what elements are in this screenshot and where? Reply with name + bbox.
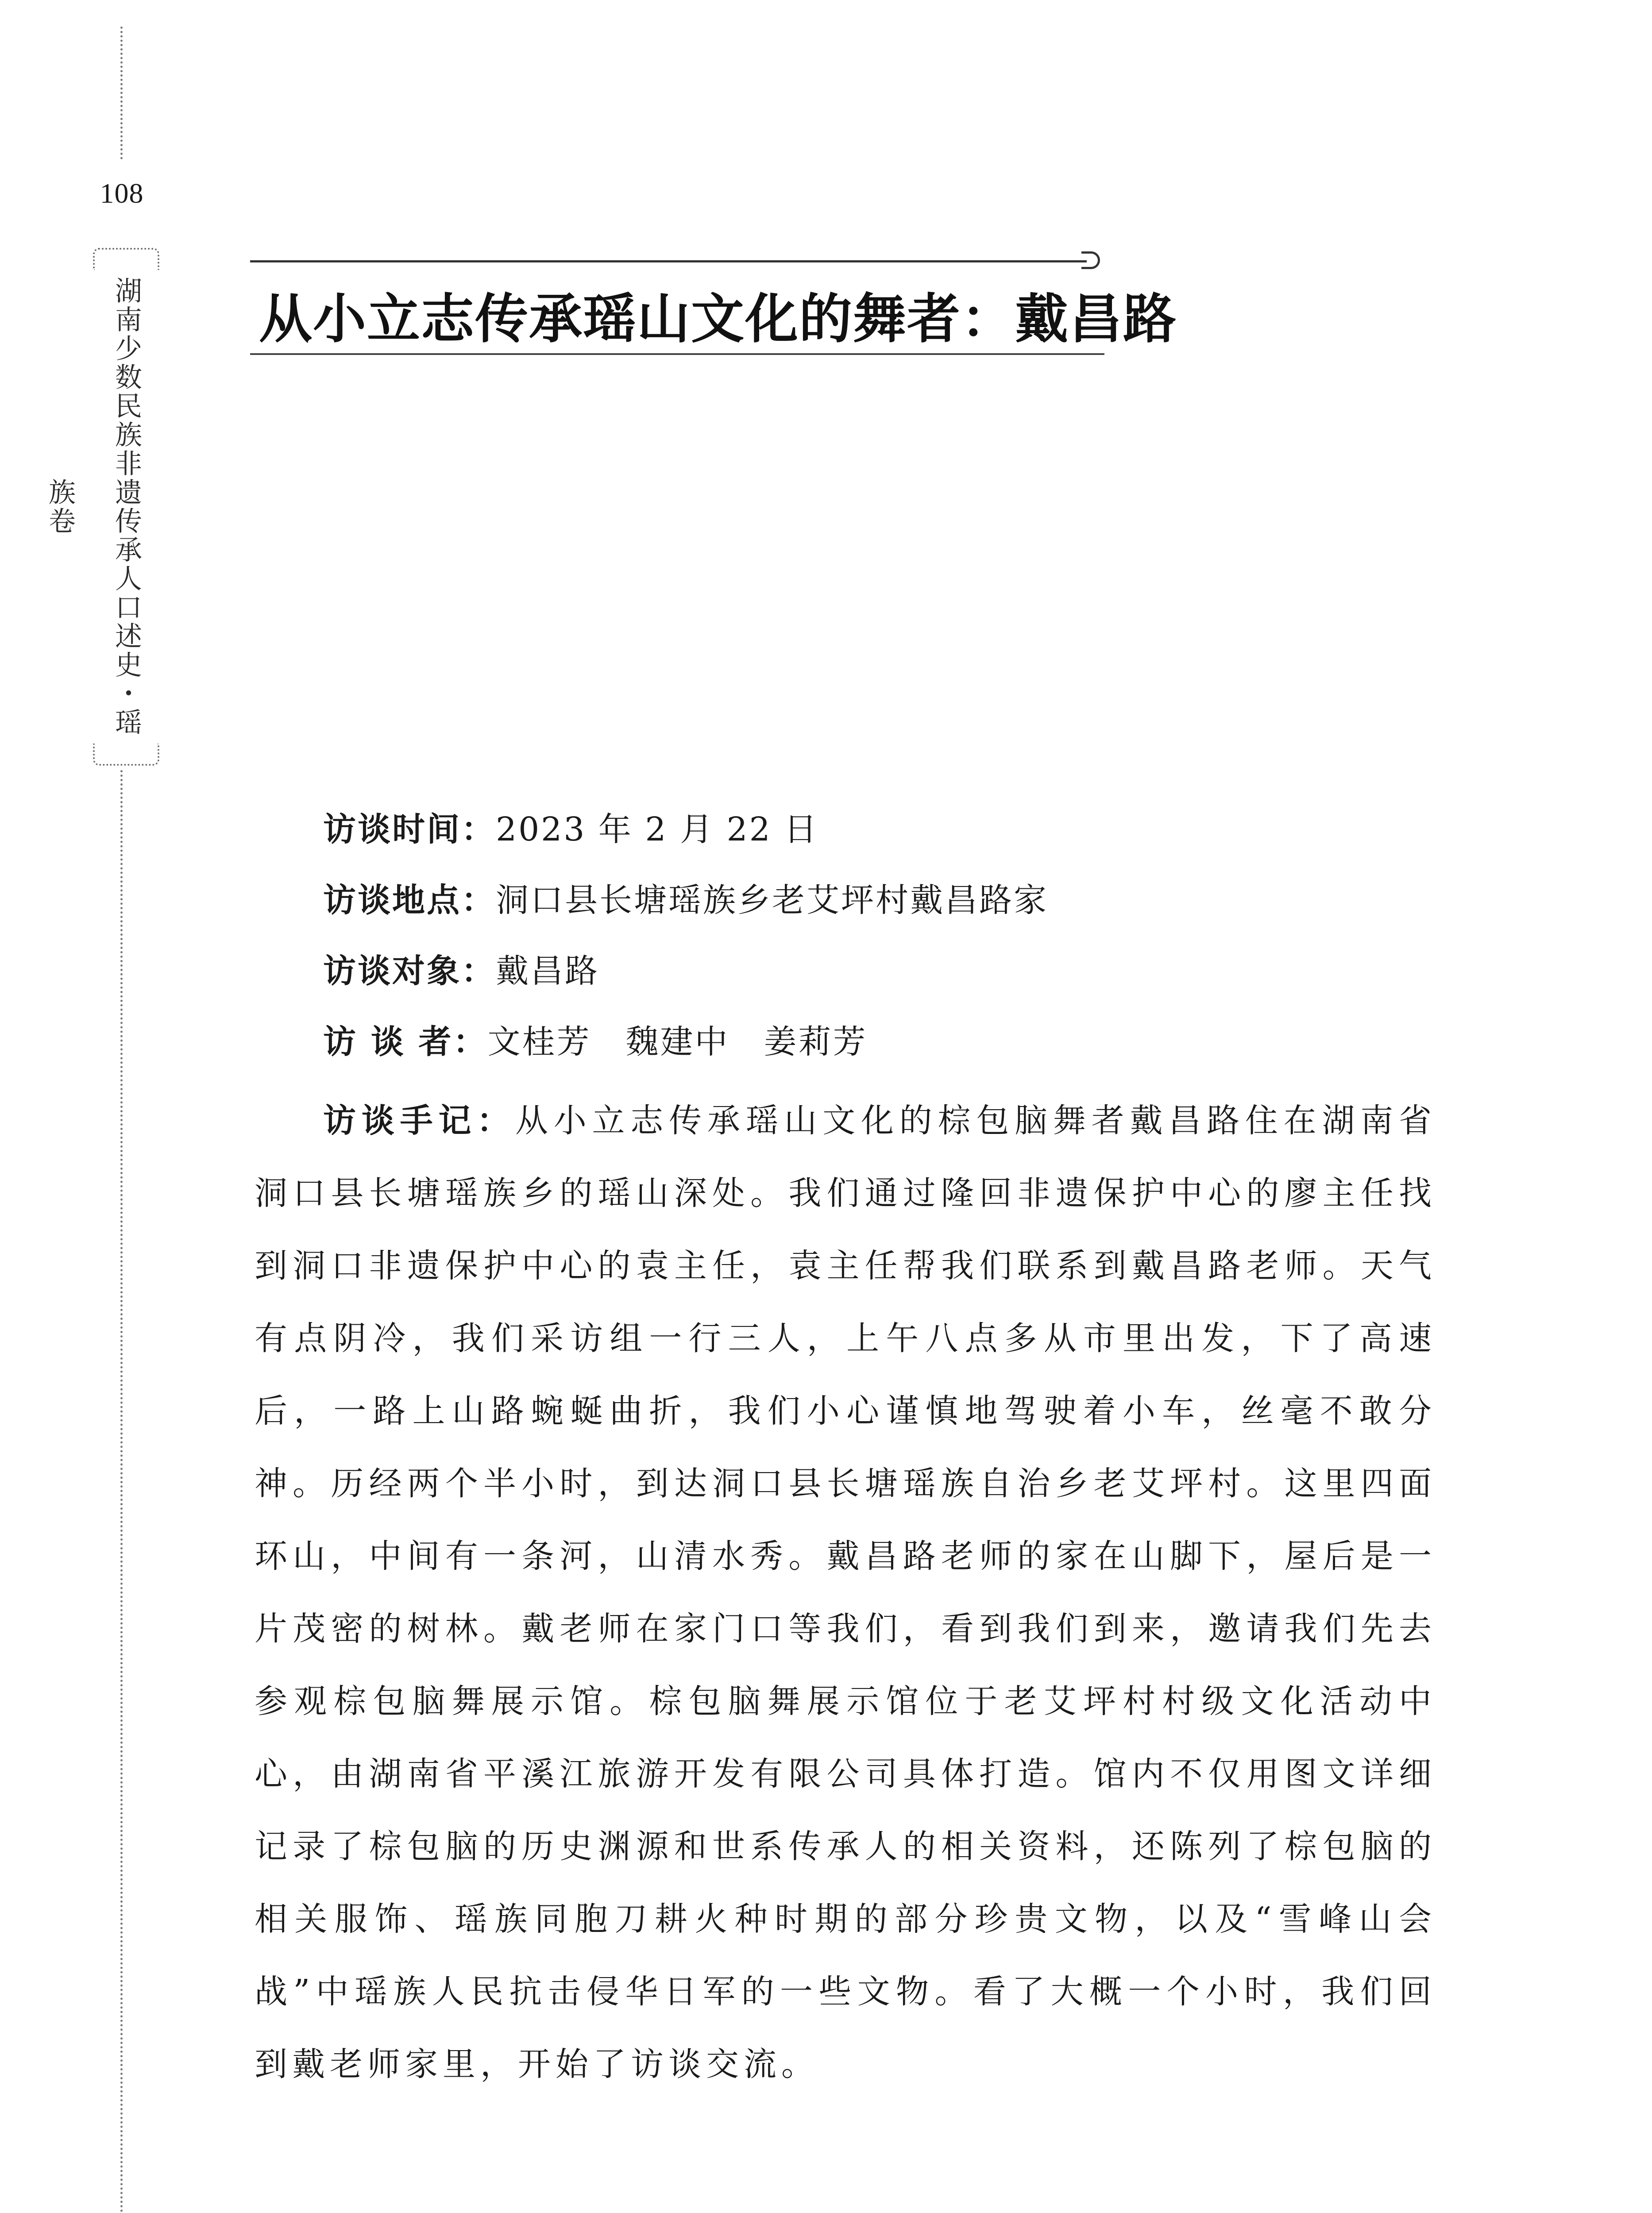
interviewers-label: 访 谈 者： — [323, 1023, 488, 1061]
interview-time-label: 访谈时间： — [323, 810, 496, 848]
interview-subject-label: 访谈对象： — [323, 952, 496, 990]
interview-notes-text: 从小立志传承瑶山文化的棕包脑舞者戴昌路住在湖南省洞口县长塘瑶族乡的瑶山深处。我们通过隆回非遗保护中心的廖主任找到洞口非遗保护中心的袁主任，袁主任帮我们联系到戴昌路老师。天气有点阴冷，我们采访组一行三人，上午八点多从市里出发，下了高速后，一路上山路蜿蜒曲折，我们小心谨慎地驾驶着小车，丝毫不敢分神。历经两个半小时，到达洞口县长塘瑶族自治乡老艾坪村。这里四面环山，中间有一条河，山清水秀。戴昌路老师的家在山脚下，屋后是一片茂密的树林。戴老师在家门口等我们，看到我们到来，邀请我们先去参观棕包脑舞展示馆。棕包脑舞展示馆位于老艾坪村村级文化活动中心，由湖南省平溪江旅游开发有限公司具体打造。馆内不仅用图文详细记录了棕包脑的历史渊源和世系传承人的相关资料，还陈列了棕包脑的相关服饰、瑶族同胞刀耕火种时期的部分珍贵文物，以及“雪峰山会战”中瑶族人民抗击侵华日军的一些文物。看了大概一个小时，我们回到戴老师家里，开始了访谈交流。 — [255, 1102, 1437, 2083]
series-title: 湖南少数民族非遗传承人口述史・瑶族卷 — [44, 277, 142, 737]
interview-place-label: 访谈地点： — [323, 881, 496, 919]
title-top-rule — [250, 260, 1087, 262]
interview-place-value: 洞口县长塘瑶族乡老艾坪村戴昌路家 — [496, 881, 1048, 919]
interview-notes — [255, 1084, 1436, 2101]
interview-place — [323, 874, 1048, 921]
interview-subject — [323, 945, 599, 992]
series-bracket-bottom — [93, 744, 159, 766]
article-title: 从小立志传承瑶山文化的舞者：戴昌路 — [259, 288, 1177, 350]
interviewers-value: 文桂芳 魏建中 姜莉芳 — [487, 1023, 868, 1061]
interview-time — [323, 803, 818, 850]
article-title-block — [250, 252, 1177, 359]
interview-subject-value: 戴昌路 — [496, 952, 599, 990]
margin-rule-bottom — [120, 770, 123, 2213]
page-number: 108 — [100, 177, 144, 209]
title-curl-ornament — [1081, 251, 1100, 269]
title-underline — [250, 353, 1104, 355]
interviewers — [323, 1016, 868, 1063]
interview-notes-label: 访谈手记： — [323, 1102, 515, 1140]
margin-rule-top — [120, 27, 123, 159]
series-title-box — [44, 248, 159, 766]
interview-time-value: 2023 年 2 月 22 日 — [496, 810, 819, 848]
